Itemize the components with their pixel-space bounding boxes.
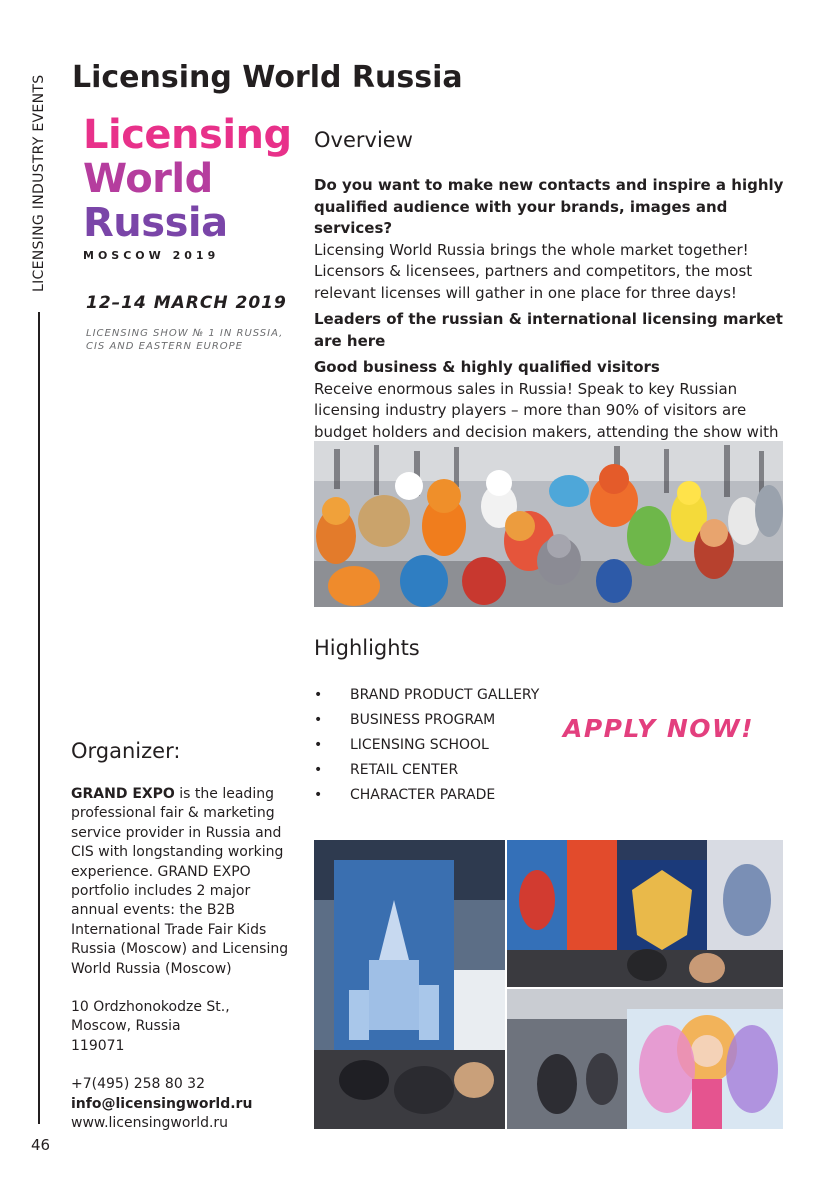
- page-number: 46: [31, 1136, 51, 1154]
- address-line-2: Moscow, Russia: [71, 1018, 181, 1035]
- overview-question: Do you want to make new contacts and inspire a highly qualified audience with your brands, images and services?: [314, 176, 784, 237]
- organizer-website[interactable]: www.licensingworld.ru: [71, 1115, 229, 1132]
- highlight-item: • LICENSING SCHOOL: [314, 733, 539, 758]
- event-dates: 12–14 MARCH 2019: [86, 293, 287, 313]
- highlight-item: • CHARACTER PARADE: [314, 783, 539, 808]
- logo-line-3: Russia: [83, 200, 228, 246]
- overview-business-heading: Good business & highly qualified visitors: [314, 358, 660, 376]
- overview-text: [314, 175, 794, 465]
- section-side-label: LICENSING INDUSTRY EVENTS: [31, 74, 47, 292]
- logo-city: MOSCOW 2019: [83, 249, 220, 262]
- disney-booth-photo: [314, 840, 505, 1129]
- overview-paragraph-2: [314, 309, 794, 352]
- event-tagline: LICENSING SHOW № 1 IN RUSSIA, CIS AND EASTERN EUROPE: [86, 328, 284, 352]
- winx-booth-photo: [507, 989, 783, 1129]
- side-divider: [38, 312, 40, 1124]
- apply-now-link[interactable]: APPLY NOW!: [563, 714, 754, 743]
- overview-leaders: Leaders of the russian & international licensing market are here: [314, 310, 783, 350]
- organizer-address: [71, 998, 301, 1056]
- highlights-list: [314, 683, 539, 808]
- warner-booth-photo: [507, 840, 783, 987]
- organizer-description-text: is the leading professional fair & marketing service provider in Russia and CIS with longstanding working experience. GRAND EXPO portfolio includes 2 major annual events: the B2B International Trade Fair Kids Russia (Moscow) and Licensing World Russia (Moscow): [71, 786, 289, 977]
- highlight-item: • BRAND PRODUCT GALLERY: [314, 683, 539, 708]
- organizer-contacts: [71, 1075, 301, 1133]
- overview-body-3: Receive enormous sales in Russia! Speak to key Russian licensing industry players – more than 90% of visitors are budget holders and decision makers, attending the show with: [314, 379, 779, 441]
- event-logo: [83, 113, 293, 262]
- overview-heading: Overview: [314, 128, 413, 152]
- organizer-phone[interactable]: +7(495) 258 80 32: [71, 1076, 205, 1093]
- address-line-3: 119071: [71, 1037, 125, 1054]
- logo-line-1: Licensing: [83, 112, 292, 158]
- organizer-name: GRAND EXPO: [71, 786, 175, 802]
- organizer-heading: Organizer:: [71, 739, 181, 763]
- character-parade-photo: [314, 441, 783, 607]
- organizer-description: [71, 785, 301, 979]
- address-line-1: 10 Ordzhonokodze St.,: [71, 999, 230, 1016]
- highlights-heading: Highlights: [314, 636, 420, 660]
- page-title: Licensing World Russia: [72, 60, 463, 95]
- overview-paragraph-1: [314, 175, 794, 304]
- organizer-info: [71, 785, 301, 1134]
- organizer-email[interactable]: info@licensingworld.ru: [71, 1095, 253, 1112]
- highlight-item: • RETAIL CENTER: [314, 758, 539, 783]
- logo-line-2: World: [83, 156, 213, 202]
- overview-body-1: Licensing World Russia brings the whole market together! Licensors & licensees, partners and competitors, the most relevant licenses will gather in one place for three days!: [314, 240, 753, 302]
- highlight-item: • BUSINESS PROGRAM: [314, 708, 539, 733]
